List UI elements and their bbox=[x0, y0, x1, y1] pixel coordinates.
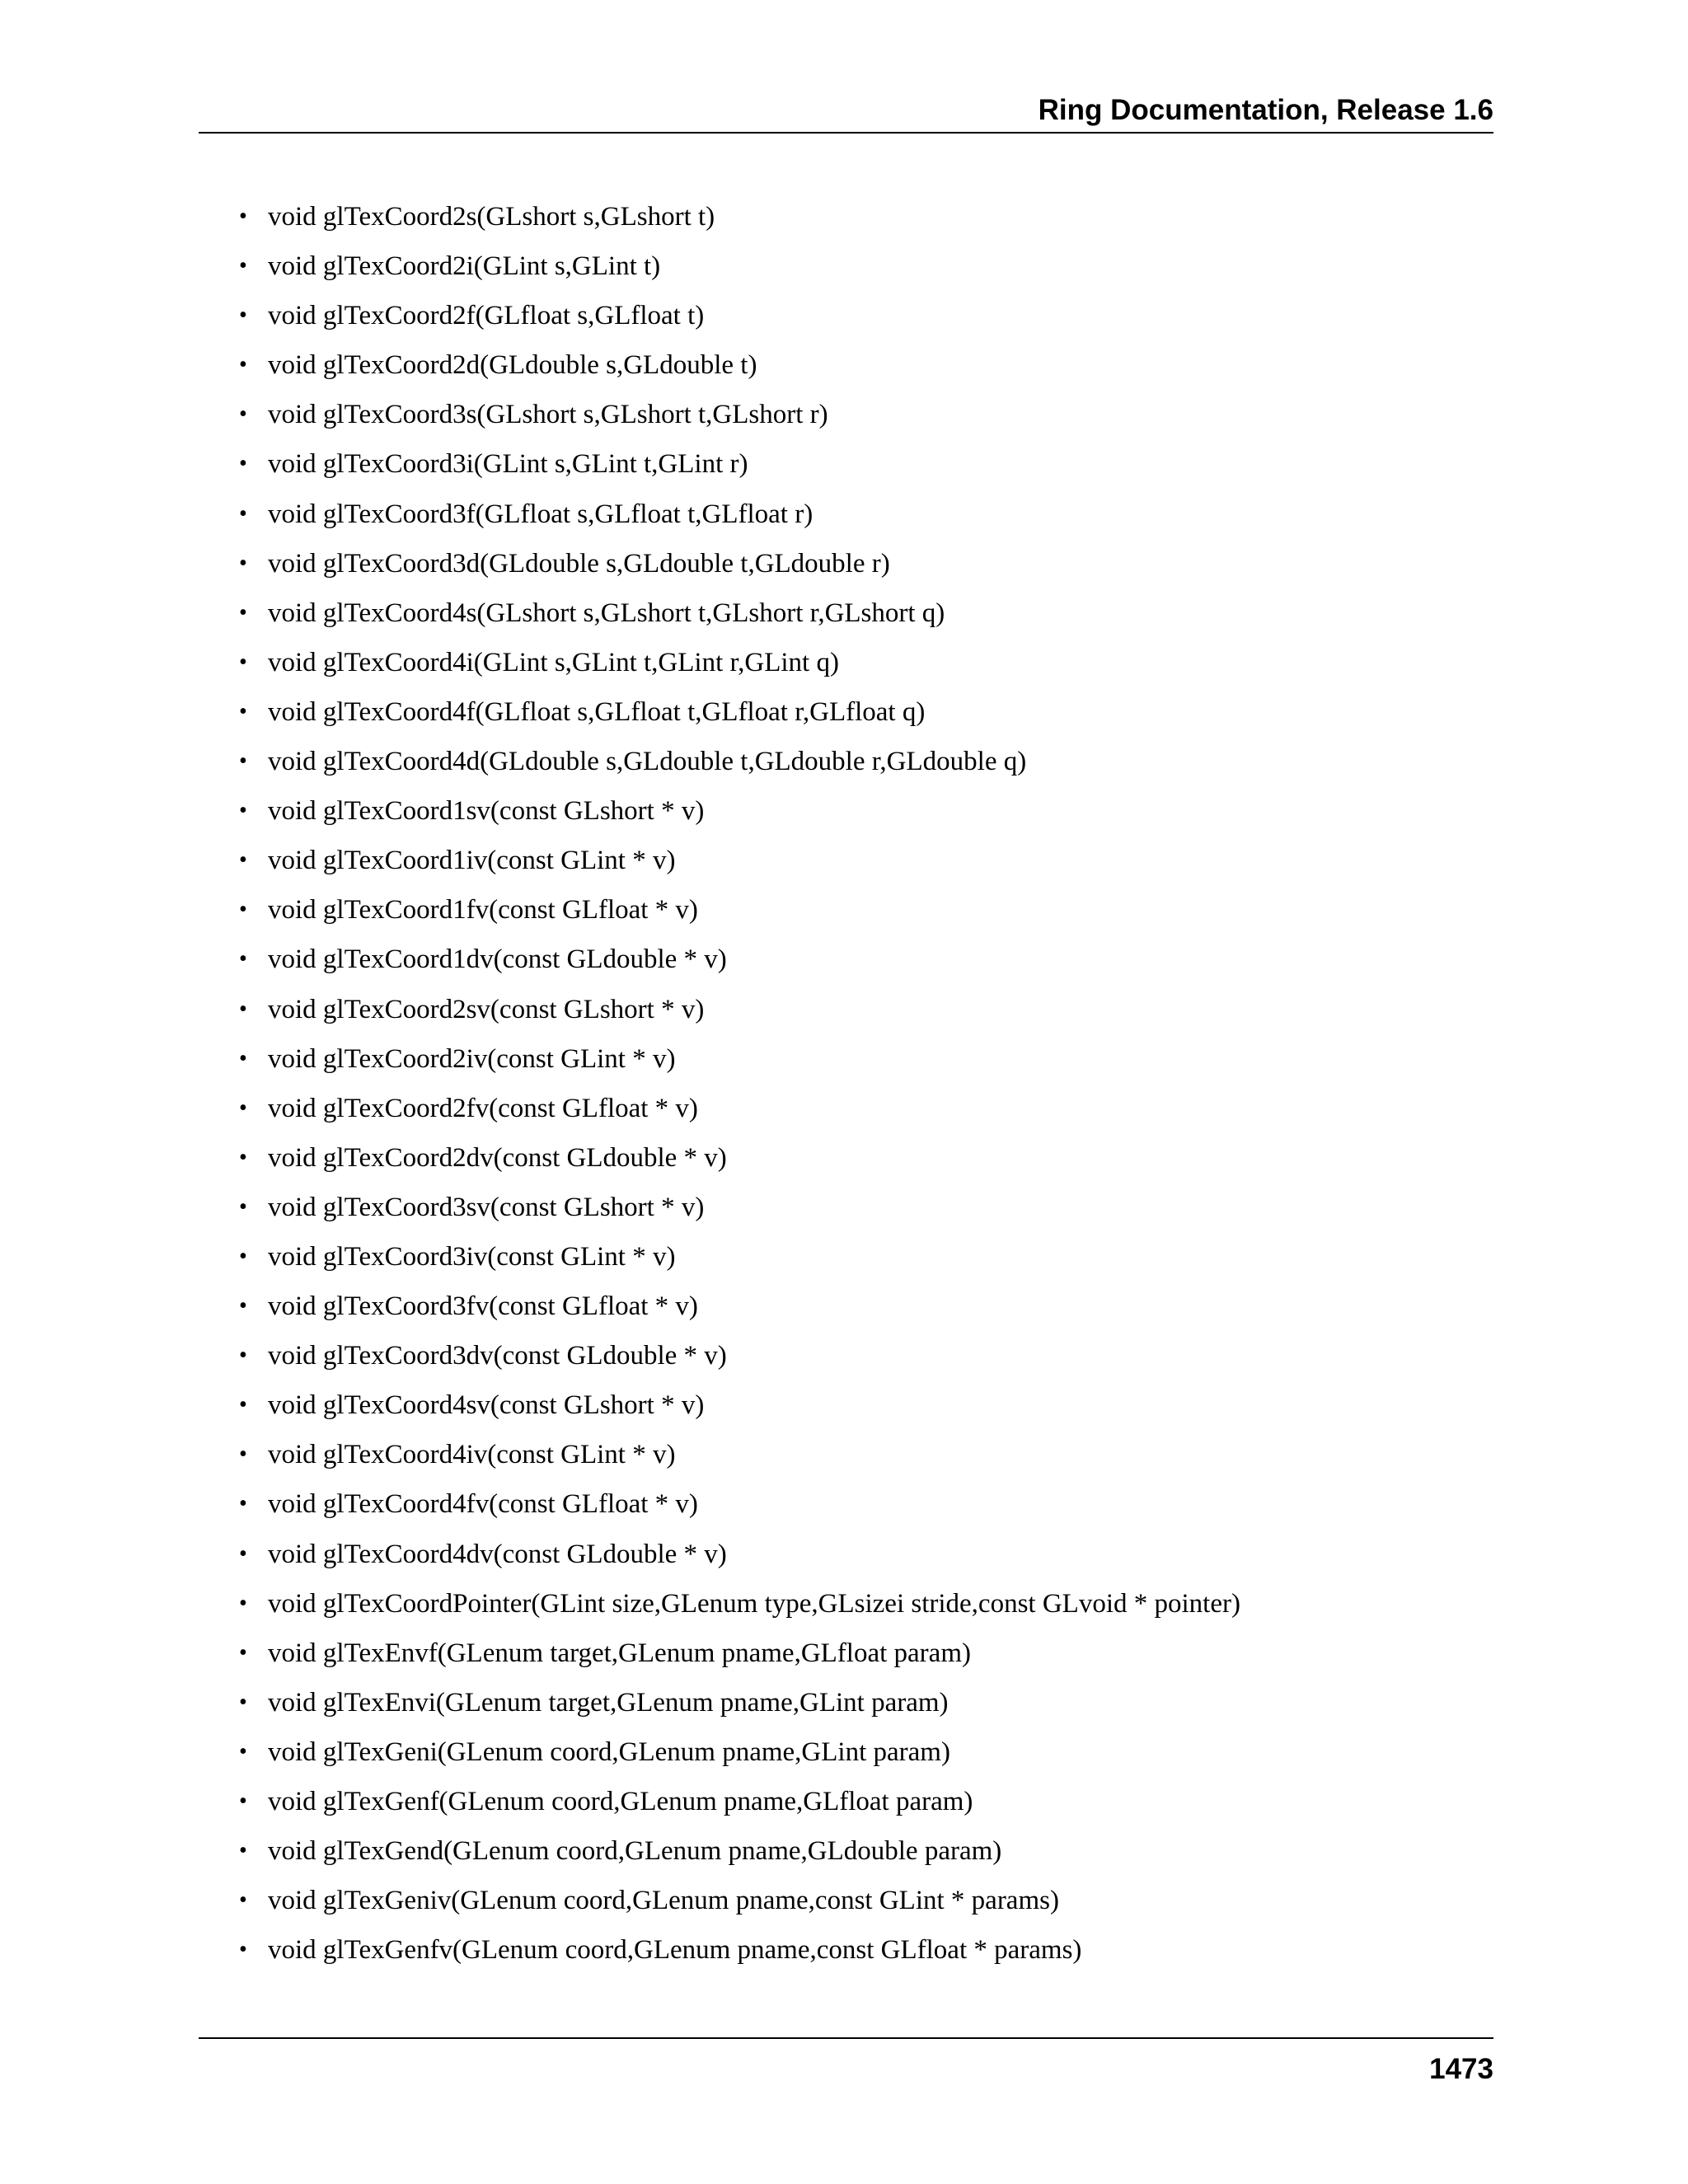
function-signature: void glTexCoord4s(GLshort s,GLshort t,GLshort r,GLshort q) bbox=[268, 598, 945, 628]
bullet-icon: • bbox=[239, 1343, 247, 1369]
bullet-icon: • bbox=[239, 1441, 247, 1468]
bullet-icon: • bbox=[239, 1392, 247, 1418]
bullet-icon: • bbox=[239, 1838, 247, 1864]
function-signature: void glTexCoord2f(GLfloat s,GLfloat t) bbox=[268, 301, 705, 331]
bullet-icon: • bbox=[239, 253, 247, 279]
function-signature: void glTexCoord3sv(const GLshort * v) bbox=[268, 1192, 705, 1222]
function-signature: void glTexCoord1iv(const GLint * v) bbox=[268, 846, 676, 876]
function-signature: void glTexCoord3iv(const GLint * v) bbox=[268, 1241, 676, 1272]
bullet-icon: • bbox=[239, 1738, 247, 1765]
function-signature: void glTexCoord2i(GLint s,GLint t) bbox=[268, 251, 661, 282]
function-signature: void glTexGeniv(GLenum coord,GLenum pname,const GLint * params) bbox=[268, 1886, 1059, 1916]
function-signature: void glTexCoord2dv(const GLdouble * v) bbox=[268, 1142, 727, 1173]
function-signature: void glTexGenf(GLenum coord,GLenum pname,GLfloat param) bbox=[268, 1787, 973, 1816]
bullet-icon: • bbox=[239, 1590, 247, 1616]
function-signature: void glTexCoordPointer(GLint size,GLenum type,GLsizei stride,const GLvoid * pointer) bbox=[268, 1588, 1240, 1619]
bullet-icon: • bbox=[239, 649, 247, 675]
bullet-icon: • bbox=[239, 599, 247, 626]
bullet-icon: • bbox=[239, 847, 247, 874]
function-signature: void glTexCoord4f(GLfloat s,GLfloat t,GLfloat r,GLfloat q) bbox=[268, 696, 926, 727]
bullet-icon: • bbox=[239, 748, 247, 775]
bullet-icon: • bbox=[239, 500, 247, 527]
bullet-icon: • bbox=[239, 1045, 247, 1071]
function-signature: void glTexCoord4d(GLdouble s,GLdouble t,GLdouble r,GLdouble q) bbox=[268, 747, 1027, 777]
bullet-icon: • bbox=[239, 401, 247, 428]
page-footer bbox=[199, 2037, 1493, 2105]
function-signature: void glTexCoord2sv(const GLshort * v) bbox=[268, 994, 705, 1024]
function-signature: void glTexCoord2fv(const GLfloat * v) bbox=[268, 1093, 698, 1123]
bullet-icon: • bbox=[239, 1788, 247, 1814]
bullet-icon: • bbox=[239, 798, 247, 824]
bullet-icon: • bbox=[239, 1094, 247, 1121]
function-signature: void glTexGeni(GLenum coord,GLenum pname,GLint param) bbox=[268, 1736, 950, 1767]
function-signature: void glTexCoord3fv(const GLfloat * v) bbox=[268, 1291, 698, 1322]
function-signature: void glTexGenfv(GLenum coord,GLenum pname,const GLfloat * params) bbox=[268, 1935, 1082, 1966]
function-signature: void glTexCoord2d(GLdouble s,GLdouble t) bbox=[268, 350, 757, 381]
function-signature: void glTexCoord3d(GLdouble s,GLdouble t,GLdouble r) bbox=[268, 548, 890, 579]
function-signature: void glTexCoord4iv(const GLint * v) bbox=[268, 1440, 676, 1470]
bullet-icon: • bbox=[239, 1689, 247, 1715]
bullet-icon: • bbox=[239, 1144, 247, 1170]
bullet-icon: • bbox=[239, 897, 247, 923]
function-signature: void glTexEnvf(GLenum target,GLenum pname,GLfloat param) bbox=[268, 1638, 971, 1668]
bullet-icon: • bbox=[239, 698, 247, 724]
function-signature: void glTexGend(GLenum coord,GLenum pname,GLdouble param) bbox=[268, 1836, 1002, 1867]
function-signature: void glTexCoord3dv(const GLdouble * v) bbox=[268, 1341, 727, 1371]
bullet-icon: • bbox=[239, 1639, 247, 1666]
bullet-icon: • bbox=[239, 1193, 247, 1220]
function-signature: void glTexCoord4sv(const GLshort * v) bbox=[268, 1390, 705, 1421]
bullet-icon: • bbox=[239, 1293, 247, 1319]
function-signature: void glTexEnvi(GLenum target,GLenum pname,GLint param) bbox=[268, 1687, 949, 1718]
function-signature: void glTexCoord3s(GLshort s,GLshort t,GLshort r) bbox=[268, 400, 828, 430]
bullet-icon: • bbox=[239, 550, 247, 576]
running-title: Ring Documentation, Release 1.6 bbox=[1038, 94, 1493, 126]
page-header bbox=[199, 89, 1493, 134]
bullet-icon: • bbox=[239, 451, 247, 477]
page-number: 1473 bbox=[1429, 2053, 1493, 2085]
bullet-icon: • bbox=[239, 1243, 247, 1269]
bullet-icon: • bbox=[239, 996, 247, 1022]
bullet-icon: • bbox=[239, 1887, 247, 1914]
function-signature: void glTexCoord1fv(const GLfloat * v) bbox=[268, 895, 698, 926]
function-signature: void glTexCoord3f(GLfloat s,GLfloat t,GLfloat r) bbox=[268, 499, 814, 529]
bullet-icon: • bbox=[239, 1540, 247, 1567]
function-signature: void glTexCoord4fv(const GLfloat * v) bbox=[268, 1489, 698, 1520]
bullet-icon: • bbox=[239, 1491, 247, 1517]
function-signature: void glTexCoord1dv(const GLdouble * v) bbox=[268, 944, 727, 975]
bullet-icon: • bbox=[239, 302, 247, 329]
bullet-icon: • bbox=[239, 946, 247, 972]
function-signature: void glTexCoord4i(GLint s,GLint t,GLint r,GLint q) bbox=[268, 647, 839, 677]
bullet-icon: • bbox=[239, 1937, 247, 1963]
function-signature: void glTexCoord2iv(const GLint * v) bbox=[268, 1043, 676, 1074]
function-signature: void glTexCoord3i(GLint s,GLint t,GLint r) bbox=[268, 449, 748, 480]
function-signature: void glTexCoord1sv(const GLshort * v) bbox=[268, 796, 705, 827]
function-signature: void glTexCoord2s(GLshort s,GLshort t) bbox=[268, 202, 715, 232]
function-signature: void glTexCoord4dv(const GLdouble * v) bbox=[268, 1539, 727, 1569]
bullet-icon: • bbox=[239, 352, 247, 378]
bullet-icon: • bbox=[239, 204, 247, 229]
